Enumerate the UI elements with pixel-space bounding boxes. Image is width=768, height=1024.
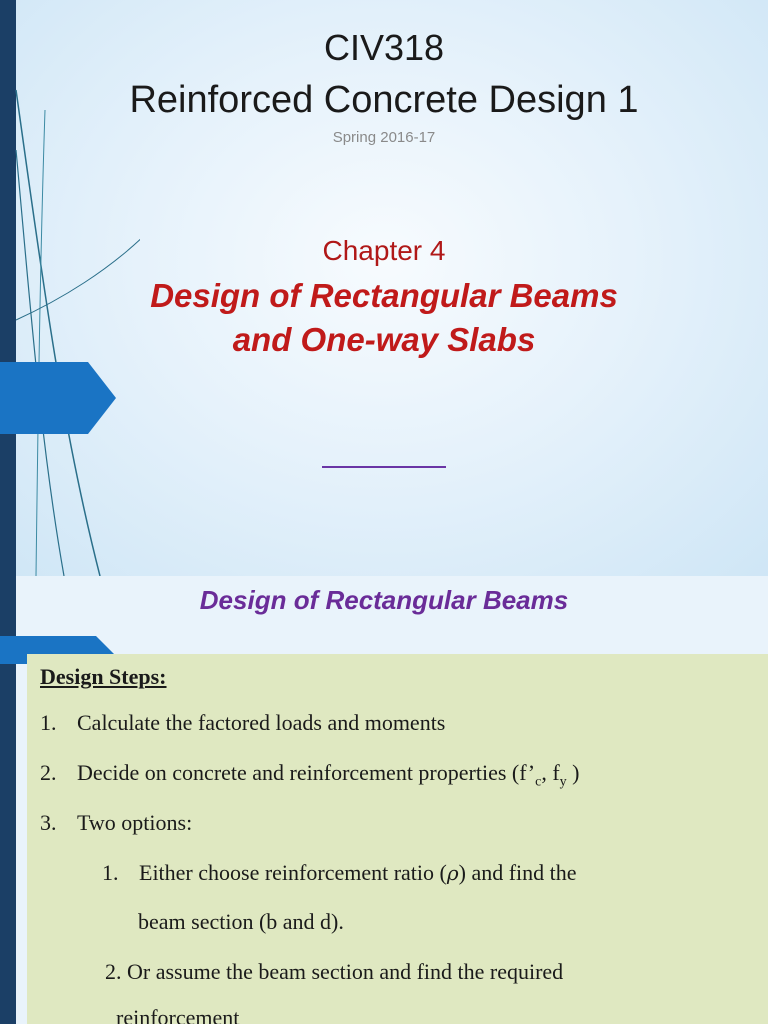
title-divider bbox=[322, 466, 446, 468]
step-text: Calculate the factored loads and moments bbox=[77, 710, 446, 735]
step-3 bbox=[40, 809, 192, 837]
option-text: Or assume the beam section and find the required bbox=[127, 959, 564, 984]
option-2-continuation: reinforcement bbox=[116, 1005, 240, 1024]
content-slide bbox=[0, 576, 768, 1024]
course-title: Reinforced Concrete Design 1 bbox=[129, 79, 639, 121]
option-text: Either choose reinforcement ratio ( bbox=[139, 860, 447, 885]
step-text: ) bbox=[566, 760, 580, 785]
chapter-label: Chapter 4 bbox=[322, 235, 446, 266]
step-text: Two options: bbox=[77, 810, 193, 835]
option-number: 1. bbox=[102, 860, 119, 885]
option-2 bbox=[105, 958, 563, 986]
chapter-title-line1: Design of Rectangular Beams bbox=[150, 277, 618, 314]
steps-heading: Design Steps: bbox=[40, 664, 167, 689]
option-number: 2. bbox=[105, 959, 122, 984]
step-number: 3. bbox=[40, 810, 57, 835]
course-code: CIV318 bbox=[323, 27, 445, 68]
chapter-title-line2: and One-way Slabs bbox=[232, 321, 536, 358]
step-number: 1. bbox=[40, 710, 57, 735]
arrow-tab-icon bbox=[0, 360, 120, 436]
step-text: , f bbox=[541, 760, 560, 785]
step-text: Decide on concrete and reinforcement properties (f’ bbox=[77, 760, 536, 785]
term-label: Spring 2016-17 bbox=[332, 129, 436, 146]
step-number: 2. bbox=[40, 760, 57, 785]
rho-symbol: ρ bbox=[446, 861, 459, 885]
option-1 bbox=[102, 859, 577, 887]
subscript-y: y bbox=[559, 774, 567, 790]
subscript-c: c bbox=[535, 774, 542, 790]
step-1 bbox=[40, 709, 445, 737]
section-title: Design of Rectangular Beams bbox=[199, 585, 569, 615]
option-1-continuation: beam section (b and d). bbox=[138, 909, 344, 934]
step-2 bbox=[40, 759, 579, 796]
option-text: ) and find the bbox=[458, 860, 577, 885]
